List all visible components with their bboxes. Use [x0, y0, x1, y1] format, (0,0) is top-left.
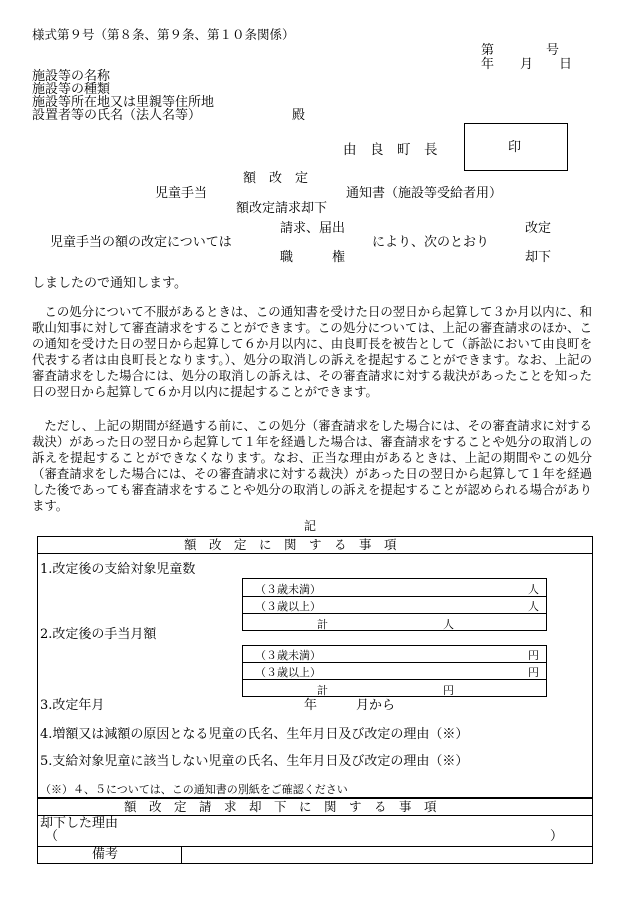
children-under3-label: （３歳未満） — [255, 583, 321, 596]
item5-label: 5.支給対象児童に該当しない児童の氏名、生年月日及び改定の理由（※） — [40, 754, 469, 769]
reason-paren-open: （ — [45, 829, 59, 844]
amount-total-unit: 円 — [443, 684, 454, 697]
facility-name-label: 施設等の名称 — [32, 69, 111, 84]
seal-mark: 印 — [508, 140, 522, 155]
children-under3-unit: 人 — [528, 583, 539, 596]
item1-label: 1.改定後の支給対象児童数 — [40, 562, 196, 577]
children-total-unit: 人 — [443, 618, 454, 631]
rejection-reason-label: 却下した理由 — [40, 816, 119, 831]
rejection-section-header: 額 改 定 請 求 却 下 に 関 す る 事 項 — [124, 799, 437, 814]
honorific: 殿 — [292, 108, 306, 123]
facility-address-label: 施設等所在地又は里親等住所地 — [32, 95, 215, 110]
item3-value: 年 月から — [304, 698, 396, 713]
remarks-label: 備考 — [92, 847, 119, 862]
form-number: 様式第９号（第８条、第９条、第１０条関係） — [32, 27, 295, 42]
title-bottom: 額改定請求却下 — [236, 201, 328, 216]
item2-label: 2.改定後の手当月額 — [40, 627, 157, 642]
sentence-lead: 児童手当の額の改定については — [50, 235, 232, 250]
result-bottom: 却下 — [525, 250, 552, 265]
amount-over3-label: （３歳以上） — [255, 666, 321, 679]
ki-label: 記 — [304, 519, 317, 533]
children-over3-label: （３歳以上） — [255, 600, 321, 613]
amount-under3-label: （３歳未満） — [255, 649, 321, 662]
document-number-label: 第 号 — [481, 43, 560, 58]
founder-name-label: 設置者等の氏名（法人名等） — [32, 108, 202, 123]
facility-type-label: 施設等の種類 — [32, 82, 111, 97]
sentence-end: しましたので通知します。 — [32, 276, 187, 291]
reason-paren-close: ） — [550, 829, 564, 844]
appeal-paragraph: この処分について不服があるときは、この通知書を受けた日の翌日から起算して３か月以内に、和歌山知事に対して審査請求をすることができます。この処分については、上記の審査請求のほか、この通知を受けた日の翌日から起算して６か月以内に、由良町長を被告として（訴訟において由良町を代表する者は由良町長となります。）、処分の取消しの訴えを提起することができます。なお、上記の審査請求をした場合には、処分の取消しの訴えは、その審査請求に対する裁決があったことを知った日の翌日から起算して６か月以内に提起することができます。 — [32, 304, 592, 399]
amount-under3-unit: 円 — [528, 649, 539, 662]
result-top: 改定 — [525, 221, 552, 236]
date-label: 年 月 日 — [481, 57, 573, 72]
footnote: （※）４、５については、この通知書の別紙をご確認ください — [40, 783, 348, 796]
limitation-paragraph: ただし、上記の期間が経過する前に、この処分（審査請求をした場合には、その審査請求に対する裁決）があった日の翌日から起算して１年を経過した場合は、審査請求をすることや処分の取消しの訴えを提起することができなくなります。なお、正当な理由があるときは、上記の期間やこの処分（審査請求をした場合には、その審査請求に対する裁決）があった日の翌日から起算して１年を経過した後であっても審査請求をすることや処分の取消しの訴えを提起することが認められる場合があります。 — [32, 418, 592, 513]
option-bottom: 職 権 — [280, 250, 346, 265]
title-left: 児童手当 — [155, 186, 208, 201]
amount-over3-unit: 円 — [528, 666, 539, 679]
revision-section-header: 額 改 定 に 関 す る 事 項 — [184, 537, 397, 552]
item3-label: 3.改定年月 — [40, 698, 105, 713]
option-top: 請求、届出 — [280, 221, 346, 236]
title-right: 通知書（施設等受給者用） — [346, 186, 503, 201]
amount-total-label: 計 — [317, 684, 328, 697]
children-total-label: 計 — [317, 618, 328, 631]
sentence-middle: により、次のとおり — [372, 235, 490, 250]
item4-label: 4.増額又は減額の原因となる児童の氏名、生年月日及び改定の理由（※） — [40, 727, 469, 742]
children-over3-unit: 人 — [528, 600, 539, 613]
issuer-title: 由 良 町 長 — [343, 142, 438, 158]
title-top: 額 改 定 — [243, 171, 309, 186]
